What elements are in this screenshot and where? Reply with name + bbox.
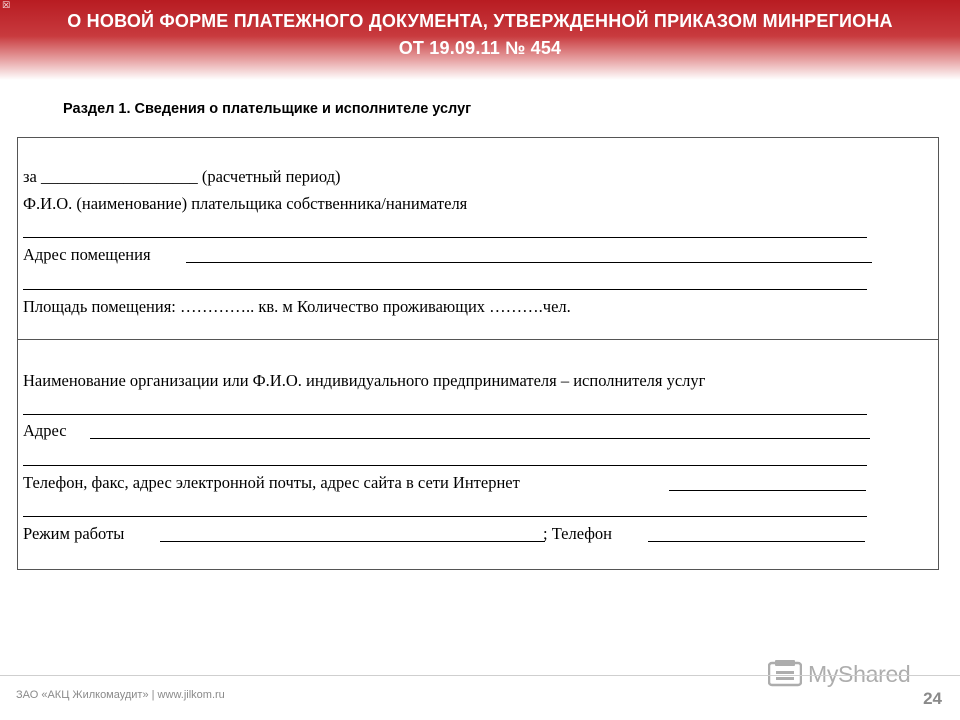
footer-company: ЗАО «АКЦ Жилкомаудит» | www.jilkom.ru bbox=[16, 689, 225, 701]
slide-header bbox=[0, 0, 960, 80]
form-divider bbox=[17, 339, 939, 340]
provider-address-label: Адрес bbox=[23, 421, 67, 440]
premises-address-underline bbox=[186, 262, 872, 263]
provider-extra-underline bbox=[23, 465, 867, 466]
phone-underline bbox=[648, 541, 865, 542]
period-line: за ___________________ (расчетный период) bbox=[23, 167, 341, 186]
watermark-text: MyShared bbox=[808, 660, 911, 687]
watermark bbox=[768, 654, 910, 694]
provider-name-underline bbox=[23, 414, 867, 415]
contacts-underline bbox=[669, 490, 866, 491]
page-number: 24 bbox=[923, 689, 942, 708]
hours-underline bbox=[160, 541, 545, 542]
slide-title: О НОВОЙ ФОРМЕ ПЛАТЕЖНОГО ДОКУМЕНТА, УТВЕРЖДЕННОЙ ПРИКАЗОМ МИНРЕГИОНА ОТ 19.09.11 № 454 bbox=[67, 11, 893, 58]
hours-label: Режим работы bbox=[23, 524, 125, 543]
section-title: Раздел 1. Сведения о плательщике и исполнителе услуг bbox=[63, 101, 472, 117]
contacts-extra-underline bbox=[23, 516, 867, 517]
payer-name-line: Ф.И.О. (наименование) плательщика собственника/нанимателя bbox=[23, 194, 468, 213]
premises-extra-underline bbox=[23, 289, 867, 290]
payer-name-underline bbox=[23, 237, 867, 238]
phone-label: ; Телефон bbox=[543, 524, 613, 543]
area-residents-line: Площадь помещения: ………….. кв. м Количество проживающих ……….чел. bbox=[23, 297, 571, 316]
contacts-label: Телефон, факс, адрес электронной почты, адрес сайта в сети Интернет bbox=[23, 473, 520, 492]
provider-address-underline bbox=[90, 438, 870, 439]
footer-divider bbox=[0, 675, 960, 676]
premises-address-label: Адрес помещения bbox=[23, 245, 151, 264]
provider-name-line: Наименование организации или Ф.И.О. индивидуального предпринимателя – исполнителя услуг bbox=[23, 371, 706, 390]
corner-icon: ☒ bbox=[2, 0, 11, 10]
watermark-logo-icon bbox=[768, 659, 802, 689]
